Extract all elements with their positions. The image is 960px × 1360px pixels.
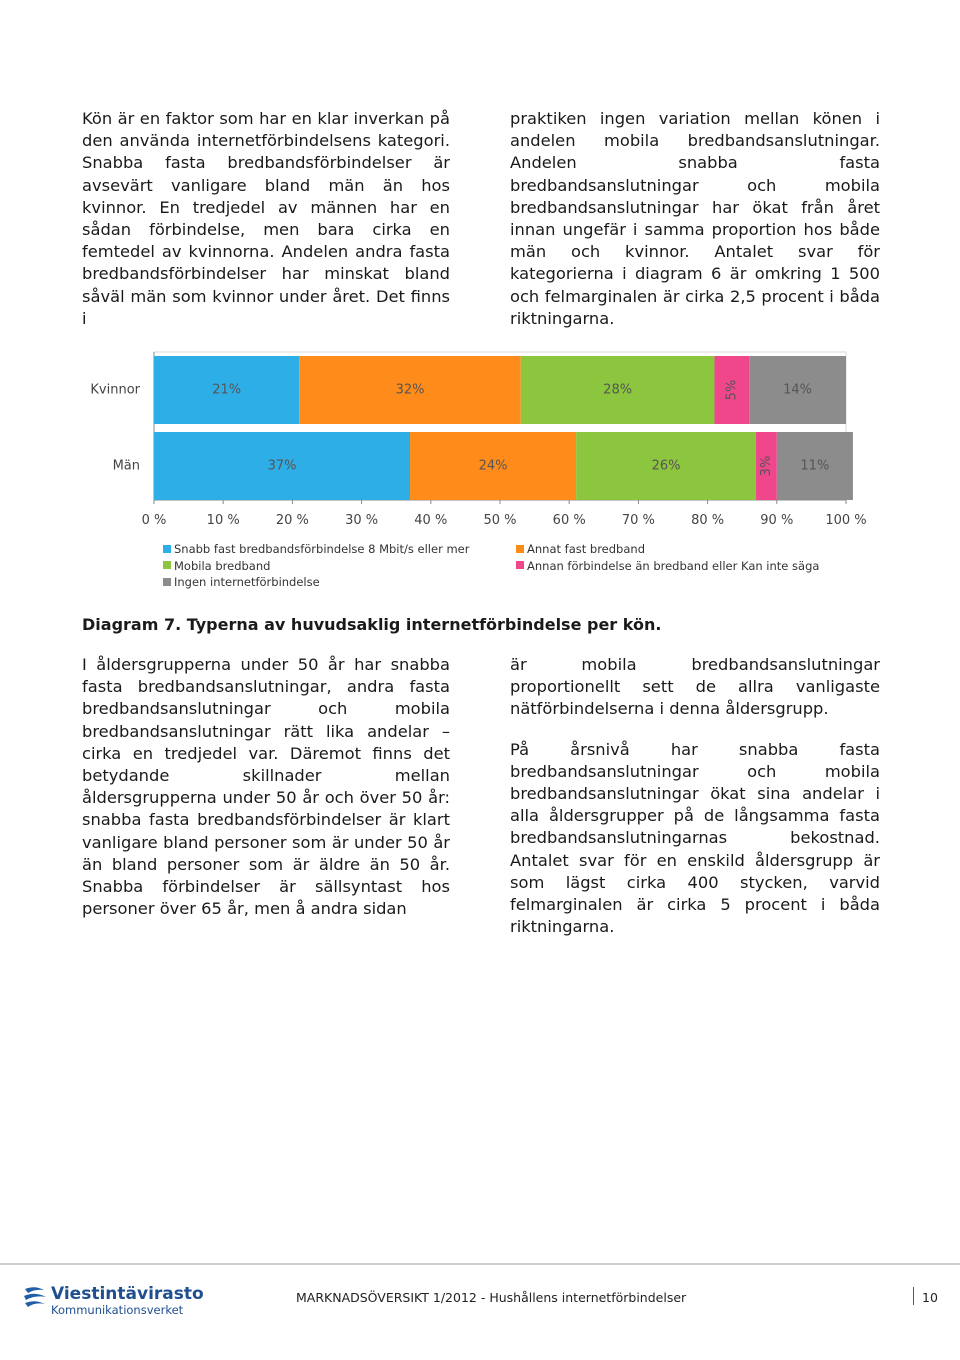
page-number-divider bbox=[913, 1287, 914, 1305]
footer-divider bbox=[0, 1263, 960, 1265]
paragraph: I åldersgrupperna under 50 år har snabba fasta bredbandsanslutningar, andra fasta bredbandsanslutningar och mobila bredbandsanslutningar rätt lika andelar – cirka en tredjedel var. Däremot finns det betydande skillnader mellan åldersgrupperna under 50 år och över 50 år: snabba fasta bredbandsförbindelser är klart vanligare bland personer som är under 50 år än bland personer som är äldre än 50 år. Snabba förbindelser är sällsyntast hos personer över 65 år, men å andra sidan bbox=[82, 655, 450, 919]
data-label: 28% bbox=[603, 382, 633, 398]
body-column-2 bbox=[510, 108, 880, 330]
page-number: 10 bbox=[922, 1290, 938, 1305]
legend-item bbox=[163, 574, 469, 591]
legend-item bbox=[163, 541, 469, 558]
data-label: 26% bbox=[651, 458, 681, 474]
logo-name: Viestintävirasto bbox=[51, 1284, 204, 1304]
data-label: 37% bbox=[267, 458, 297, 474]
footer-title: MARKNADSÖVERSIKT 1/2012 - Hushållens internetförbindelser bbox=[296, 1290, 687, 1305]
data-label: 14% bbox=[783, 382, 813, 398]
legend-swatch bbox=[163, 545, 171, 553]
x-tick-label: 10 % bbox=[206, 513, 240, 528]
body-column-3 bbox=[82, 654, 450, 920]
logo-mark-icon bbox=[24, 1287, 46, 1307]
category-label: Män bbox=[112, 458, 140, 474]
x-tick-label: 20 % bbox=[275, 513, 309, 528]
x-tick-label: 30 % bbox=[345, 513, 379, 528]
x-tick-label: 70 % bbox=[621, 513, 655, 528]
legend-swatch bbox=[163, 561, 171, 569]
legend-swatch bbox=[163, 578, 171, 586]
legend-label: Annat fast bredband bbox=[527, 542, 645, 556]
x-tick-label: 50 % bbox=[483, 513, 517, 528]
paragraph: praktiken ingen variation mellan könen i andelen mobila bredbandsanslutningar. Andelen snabba fasta bredbandsanslutningar och mobila bredbandsanslutningar har ökat från året innan ungefär i samma proportion hos både män och kvinnor. Antalet svar för kategorierna i diagram 6 är omkring 1 500 och felmarginalen är cirka 2,5 procent i båda riktningarna. bbox=[510, 109, 880, 328]
body-column-4 bbox=[510, 654, 880, 938]
data-label: 11% bbox=[800, 458, 830, 474]
category-label: Kvinnor bbox=[90, 382, 140, 398]
legend-swatch bbox=[516, 545, 524, 553]
data-label: 3% bbox=[758, 455, 774, 477]
paragraph: På årsnivå har snabba fasta bredbandsanslutningar och mobila bredbandsanslutningar ökat sina andelar i alla åldersgrupper på de långsamma fasta bredbandsanslutningarnas bekostnad. Antalet svar för en enskild åldersgrupp är som lägst cirka 400 stycken, varvid felmarginalen är cirka 5 procent i båda riktningarna. bbox=[510, 739, 880, 937]
logo-subtitle: Kommunikationsverket bbox=[51, 1303, 184, 1317]
data-label: 24% bbox=[478, 458, 508, 474]
data-label: 32% bbox=[395, 382, 425, 398]
legend-label: Snabb fast bredbandsförbindelse 8 Mbit/s eller mer bbox=[174, 542, 470, 556]
x-tick-label: 60 % bbox=[552, 513, 586, 528]
x-tick-label: 40 % bbox=[414, 513, 448, 528]
paragraph: Kön är en faktor som har en klar inverkan på den använda internetförbindelsens kategori. Snabba fasta bredbandsförbindelser är avsevärt vanligare bland män än hos kvinnor. En tredjedel av männen har en sådan förbindelse, men bara cirka en femtedel av kvinnorna. Andelen andra fasta bredbandsförbindelser har minskat bland såväl män som kvinnor under året. Det finns i bbox=[82, 109, 450, 328]
x-tick-label: 100 % bbox=[825, 513, 867, 528]
chart-legend-right bbox=[516, 541, 819, 574]
x-tick-label: 0 % bbox=[141, 513, 167, 528]
x-tick-label: 90 % bbox=[760, 513, 794, 528]
chart-legend-left bbox=[163, 541, 469, 591]
brand-logo bbox=[22, 1283, 212, 1319]
legend-item bbox=[516, 558, 819, 575]
legend-label: Annan förbindelse än bredband eller Kan inte säga bbox=[527, 558, 820, 573]
data-label: 21% bbox=[212, 382, 242, 398]
legend-item bbox=[516, 541, 819, 558]
legend-label: Mobila bredband bbox=[174, 558, 271, 573]
body-column-1 bbox=[82, 108, 450, 330]
figure-caption: Diagram 7. Typerna av huvudsaklig internetförbindelse per kön. bbox=[82, 615, 662, 634]
x-tick-label: 80 % bbox=[691, 513, 725, 528]
legend-item bbox=[163, 558, 469, 575]
legend-label: Ingen internetförbindelse bbox=[174, 575, 320, 589]
legend-swatch bbox=[516, 561, 524, 569]
paragraph: är mobila bredbandsanslutningar proportionellt sett de allra vanligaste nätförbindelserna i denna åldersgrupp. bbox=[510, 655, 880, 719]
data-label: 5% bbox=[724, 379, 740, 401]
